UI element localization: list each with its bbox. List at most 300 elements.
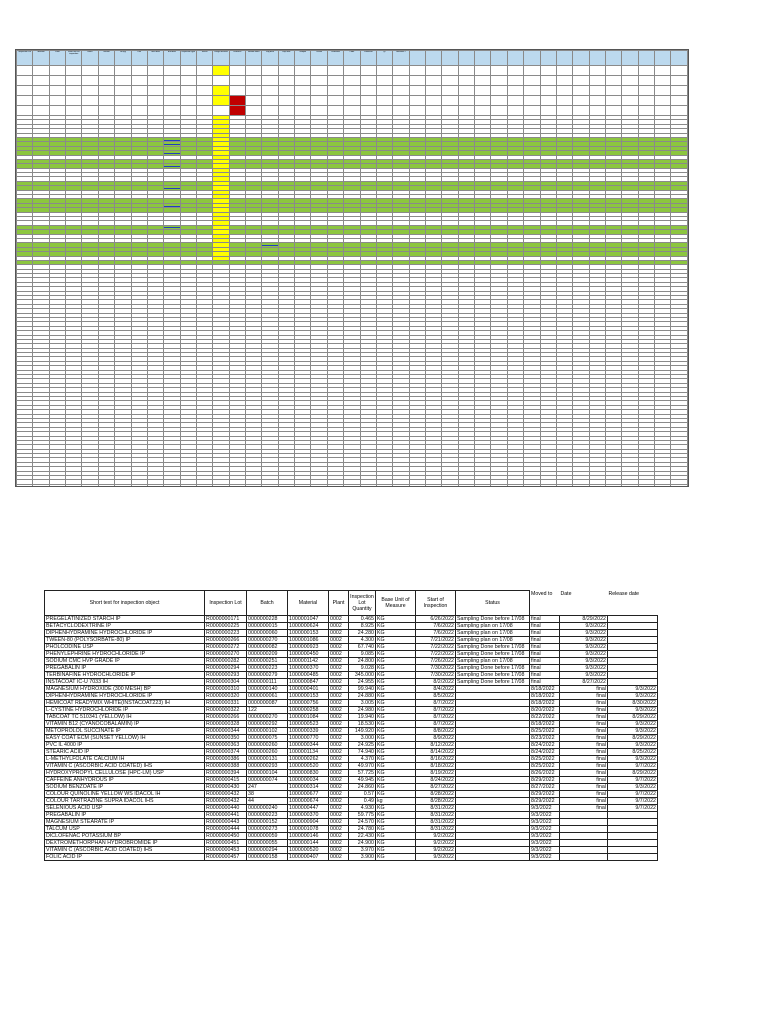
inspection-lot-cell: R0000000270 xyxy=(205,651,247,658)
overview-cell xyxy=(33,66,49,76)
overview-cell xyxy=(458,484,474,487)
overview-cell xyxy=(98,106,114,116)
overview-header-cell: Lot qty xyxy=(115,51,131,66)
col-material: Material xyxy=(288,591,329,616)
overview-cell xyxy=(66,76,82,86)
overview-header-cell xyxy=(671,51,688,66)
overview-cell xyxy=(311,106,327,116)
unit-cell: KG xyxy=(376,665,416,672)
overview-cell xyxy=(638,106,654,116)
overview-cell xyxy=(115,86,131,96)
overview-cell xyxy=(278,66,294,76)
start-date-cell: 7/6/2022 xyxy=(416,630,456,637)
overview-cell xyxy=(327,76,343,86)
overview-cell xyxy=(98,86,114,96)
overview-cell xyxy=(458,86,474,96)
overview-cell xyxy=(295,86,311,96)
overview-cell xyxy=(147,66,163,76)
plant-cell: 0002 xyxy=(329,644,349,651)
overview-cell xyxy=(360,76,376,86)
col-date: Date xyxy=(560,590,572,597)
overview-cell xyxy=(458,76,474,86)
material-cell: 1000000923 xyxy=(288,644,329,651)
overview-cell xyxy=(491,96,507,106)
overview-cell xyxy=(425,96,441,106)
overview-cell xyxy=(33,106,49,116)
overview-cell xyxy=(33,484,49,487)
unit-cell: KG xyxy=(376,651,416,658)
inspection-lot-table xyxy=(44,590,717,861)
overview-cell xyxy=(556,86,572,96)
overview-cell xyxy=(147,484,163,487)
col-release-date: Release date xyxy=(608,590,640,597)
overview-cell xyxy=(344,96,360,106)
overview-cell xyxy=(115,484,131,487)
overview-cell xyxy=(524,96,540,106)
overview-cell xyxy=(246,76,262,86)
overview-cell xyxy=(311,76,327,86)
overview-cell xyxy=(622,66,638,76)
release-date-cell xyxy=(608,637,658,644)
overview-cell xyxy=(49,66,65,76)
overview-cell xyxy=(638,86,654,96)
overview-header-cell: Status xyxy=(196,51,212,66)
overview-cell xyxy=(622,96,638,106)
overview-header-cell: Plant xyxy=(49,51,65,66)
overview-cell xyxy=(196,96,212,106)
overview-cell xyxy=(540,76,556,86)
overview-cell xyxy=(213,484,229,487)
plant-cell: 0002 xyxy=(329,637,349,644)
overview-cell xyxy=(376,86,392,96)
batch-cell: 0000000270 xyxy=(247,637,288,644)
overview-cell xyxy=(131,76,147,86)
unit-cell: KG xyxy=(376,637,416,644)
overview-cell xyxy=(491,106,507,116)
date-cell: 9/3/2022 xyxy=(560,651,608,658)
overview-header-cell xyxy=(425,51,441,66)
overview-header-cell: Result xyxy=(311,51,327,66)
overview-cell xyxy=(164,106,180,116)
overview-cell xyxy=(229,66,245,76)
overview-cell xyxy=(131,66,147,76)
overview-cell xyxy=(491,484,507,487)
start-date-cell: 7/6/2022 xyxy=(416,623,456,630)
overview-cell xyxy=(147,76,163,86)
overview-cell xyxy=(327,96,343,106)
spacer-cell xyxy=(658,637,718,644)
overview-cell xyxy=(33,96,49,106)
overview-cell xyxy=(475,106,491,116)
overview-cell xyxy=(49,86,65,96)
moved-to-cell: final xyxy=(530,658,560,665)
status-cell: Sampling Done before 17/08 xyxy=(456,644,530,651)
overview-cell xyxy=(409,86,425,96)
table-row xyxy=(45,616,718,623)
batch-cell: 0000000060 xyxy=(247,630,288,637)
overview-cell xyxy=(147,86,163,96)
overview-cell xyxy=(393,484,409,487)
overview-cell xyxy=(131,96,147,106)
overview-cell xyxy=(409,66,425,76)
overview-cell xyxy=(655,96,671,106)
overview-cell xyxy=(507,106,523,116)
overview-cell xyxy=(376,66,392,76)
overview-cell xyxy=(327,106,343,116)
overview-cell xyxy=(360,96,376,106)
overview-cell xyxy=(524,66,540,76)
overview-cell xyxy=(409,76,425,86)
moved-to-cell: final xyxy=(530,616,560,623)
overview-cell xyxy=(213,86,229,96)
moved-to-cell: final xyxy=(530,665,560,672)
table-row xyxy=(45,651,718,658)
quantity-cell: 9.085 xyxy=(349,651,376,658)
overview-cell xyxy=(589,106,605,116)
overview-cell xyxy=(131,106,147,116)
col-short-text: Short text for inspection object xyxy=(45,591,205,616)
overview-cell xyxy=(524,76,540,86)
short-text-cell: DIPHENHYDRAMINE HYDROCHLORIDE IP xyxy=(45,630,205,637)
overview-header-cell: Sample xyxy=(295,51,311,66)
short-text-cell: PHOLCODINE USP xyxy=(45,644,205,651)
overview-header-cell: Exp date xyxy=(278,51,294,66)
short-text-cell: BETACYCLODEXTRINE IP xyxy=(45,623,205,630)
quantity-cell: 24.800 xyxy=(349,658,376,665)
overview-cell xyxy=(573,76,589,86)
quantity-cell: 0.465 xyxy=(349,616,376,623)
spacer-cell xyxy=(658,616,718,623)
overview-cell xyxy=(573,106,589,116)
overview-cell xyxy=(164,66,180,76)
release-date-cell xyxy=(608,630,658,637)
overview-cell xyxy=(605,484,621,487)
table-row xyxy=(45,644,718,651)
overview-header-cell xyxy=(638,51,654,66)
overview-header-row xyxy=(17,51,688,66)
overview-header-cell xyxy=(589,51,605,66)
overview-cell xyxy=(82,106,98,116)
unit-cell: KG xyxy=(376,658,416,665)
overview-cell xyxy=(409,484,425,487)
overview-header-cell xyxy=(442,51,458,66)
date-cell: 9/3/2022 xyxy=(560,658,608,665)
overview-cell xyxy=(524,106,540,116)
overview-cell xyxy=(638,66,654,76)
overview-row xyxy=(17,96,688,106)
overview-cell xyxy=(622,86,638,96)
overview-cell xyxy=(229,86,245,96)
overview-header-cell: Unit xyxy=(131,51,147,66)
moved-to-cell: final xyxy=(530,644,560,651)
overview-cell xyxy=(311,66,327,76)
overview-cell xyxy=(605,106,621,116)
overview-header-cell: End date xyxy=(164,51,180,66)
material-cell: 1000000370 xyxy=(288,665,329,672)
overview-cell xyxy=(278,484,294,487)
batch-cell: 0000000082 xyxy=(247,644,288,651)
plant-cell: 0002 xyxy=(329,658,349,665)
material-cell: 1000000624 xyxy=(288,623,329,630)
overview-header-cell: Mfg date xyxy=(262,51,278,66)
overview-cell xyxy=(573,96,589,106)
table-row xyxy=(45,658,718,665)
overview-cell xyxy=(655,66,671,76)
overview-cell xyxy=(262,86,278,96)
overview-cell xyxy=(605,96,621,106)
moved-to-cell: final xyxy=(530,637,560,644)
material-cell: 1000001142 xyxy=(288,658,329,665)
overview-cell xyxy=(393,96,409,106)
overview-cell xyxy=(655,484,671,487)
overview-cell xyxy=(491,86,507,96)
overview-cell xyxy=(344,484,360,487)
overview-cell xyxy=(229,484,245,487)
status-cell: Sampling Done before 17/08 xyxy=(456,616,530,623)
overview-cell xyxy=(278,106,294,116)
material-cell: 1000001047 xyxy=(288,616,329,623)
status-cell: Sampling plan on 17/08 xyxy=(456,637,530,644)
quantity-cell: 24.280 xyxy=(349,630,376,637)
inspection-lot-cell: R0000000266 xyxy=(205,637,247,644)
overview-header-cell: Inspection Lot xyxy=(17,51,33,66)
overview-cell xyxy=(671,96,688,106)
overview-cell xyxy=(98,76,114,86)
overview-cell xyxy=(295,106,311,116)
quantity-cell: 8.925 xyxy=(349,623,376,630)
overview-cell xyxy=(327,86,343,96)
overview-cell xyxy=(164,96,180,106)
overview-cell xyxy=(556,106,572,116)
overview-cell xyxy=(442,66,458,76)
overview-cell xyxy=(278,76,294,86)
overview-cell xyxy=(589,86,605,96)
overview-cell xyxy=(180,96,196,106)
overview-cell xyxy=(17,96,33,106)
release-date-cell xyxy=(608,623,658,630)
inspection-lot-cell: R0000000223 xyxy=(205,630,247,637)
overview-header-cell xyxy=(475,51,491,66)
date-cell: 9/3/2022 xyxy=(560,644,608,651)
batch-cell: 0000000015 xyxy=(247,623,288,630)
overview-cell xyxy=(425,76,441,86)
overview-cell xyxy=(213,76,229,86)
overview-cell xyxy=(589,484,605,487)
col-moved-to: Moved to xyxy=(531,590,553,597)
overview-cell xyxy=(442,86,458,96)
overview-cell xyxy=(49,106,65,116)
overview-cell xyxy=(33,76,49,86)
inspection-lot-cell: R0000000272 xyxy=(205,644,247,651)
overview-cell xyxy=(458,66,474,76)
overview-cell xyxy=(229,96,245,106)
overview-cell xyxy=(589,76,605,86)
col-start: Start of Inspection xyxy=(416,591,456,616)
overview-cell xyxy=(295,484,311,487)
overview-cell xyxy=(491,66,507,76)
overview-cell xyxy=(213,106,229,116)
overview-cell xyxy=(425,66,441,76)
overview-cell xyxy=(17,106,33,116)
overview-header-cell: Code xyxy=(344,51,360,66)
inspection-header-row xyxy=(45,591,718,616)
overview-cell xyxy=(82,76,98,86)
col-inspection-lot: Inspection Lot xyxy=(205,591,247,616)
overview-cell xyxy=(180,86,196,96)
overview-cell xyxy=(147,106,163,116)
overview-cell xyxy=(409,106,425,116)
overview-cell xyxy=(638,96,654,106)
overview-cell xyxy=(393,106,409,116)
material-cell: 1000001086 xyxy=(288,637,329,644)
overview-cell xyxy=(115,96,131,106)
short-text-cell: PHENYLEPHRINE HYDROCHLORIDE IP xyxy=(45,651,205,658)
overview-cell xyxy=(425,86,441,96)
short-text-cell: PREGELATINIZED STARCH IP xyxy=(45,616,205,623)
overview-cell xyxy=(442,76,458,86)
overview-cell xyxy=(164,86,180,96)
col-plant: Plant xyxy=(329,591,349,616)
overview-cell xyxy=(556,484,572,487)
overview-cell xyxy=(622,76,638,86)
plant-cell: 0002 xyxy=(329,665,349,672)
quantity-cell: 4.300 xyxy=(349,637,376,644)
overview-cell xyxy=(360,66,376,76)
overview-cell xyxy=(442,484,458,487)
overview-header-cell xyxy=(605,51,621,66)
overview-cell xyxy=(82,86,98,96)
spacer-cell xyxy=(658,658,718,665)
overview-header-cell xyxy=(622,51,638,66)
start-date-cell: 7/26/2022 xyxy=(416,658,456,665)
overview-cell xyxy=(376,96,392,106)
batch-cell: 0000000228 xyxy=(247,616,288,623)
overview-cell xyxy=(475,66,491,76)
overview-header-cell xyxy=(540,51,556,66)
quantity-cell: 67.740 xyxy=(349,644,376,651)
overview-cell xyxy=(196,106,212,116)
overview-row xyxy=(17,76,688,86)
overview-cell xyxy=(507,86,523,96)
overview-cell xyxy=(507,484,523,487)
date-cell: 9/3/2022 xyxy=(560,630,608,637)
overview-cell xyxy=(295,66,311,76)
plant-cell: 0002 xyxy=(329,651,349,658)
overview-cell xyxy=(66,106,82,116)
overview-header-cell: Usage decision xyxy=(213,51,229,66)
overview-cell xyxy=(376,76,392,86)
overview-cell xyxy=(475,484,491,487)
overview-cell xyxy=(229,76,245,86)
overview-cell xyxy=(246,66,262,76)
batch-cell: 0000000209 xyxy=(247,651,288,658)
table-row xyxy=(45,637,718,644)
overview-cell xyxy=(556,96,572,106)
overview-cell xyxy=(573,66,589,76)
short-text-cell: PREGABALIN IP xyxy=(45,665,205,672)
overview-row xyxy=(17,86,688,96)
date-cell: 9/3/2022 xyxy=(560,637,608,644)
overview-cell xyxy=(393,66,409,76)
release-date-cell xyxy=(608,665,658,672)
date-cell: 9/3/2022 xyxy=(560,623,608,630)
status-cell: Sampling Done before 17/08 xyxy=(456,665,530,672)
overview-cell xyxy=(196,66,212,76)
overview-cell xyxy=(376,484,392,487)
overview-cell xyxy=(17,86,33,96)
plant-cell: 0002 xyxy=(329,630,349,637)
overview-cell xyxy=(393,86,409,96)
overview-header-cell: Remarks 2 xyxy=(393,51,409,66)
overview-cell xyxy=(425,484,441,487)
overview-cell xyxy=(180,66,196,76)
start-date-cell: 6/26/2022 xyxy=(416,616,456,623)
overview-cell xyxy=(622,106,638,116)
overview-cell xyxy=(295,76,311,86)
overview-cell xyxy=(262,96,278,106)
overview-cell xyxy=(98,96,114,106)
overview-cell xyxy=(671,86,688,96)
overview-cell xyxy=(82,484,98,487)
unit-cell: KG xyxy=(376,630,416,637)
spacer-cell xyxy=(658,630,718,637)
overview-cell xyxy=(49,76,65,86)
inspection-lot-cell: R0000000282 xyxy=(205,658,247,665)
overview-cell xyxy=(556,76,572,86)
overview-cell xyxy=(622,484,638,487)
table-row xyxy=(45,623,718,630)
overview-cell xyxy=(524,86,540,96)
overview-cell xyxy=(262,76,278,86)
overview-header-cell xyxy=(556,51,572,66)
date-cell: 8/29/2022 xyxy=(560,616,608,623)
overview-cell xyxy=(671,484,688,487)
unit-cell: KG xyxy=(376,644,416,651)
overview-cell xyxy=(540,96,556,106)
overview-header-cell: Start date xyxy=(147,51,163,66)
start-date-cell: 7/22/2022 xyxy=(416,644,456,651)
moved-to-cell: final xyxy=(530,651,560,658)
inspection-lot-cell: R0000000225 xyxy=(205,623,247,630)
overview-cell xyxy=(491,76,507,86)
overview-cell xyxy=(655,86,671,96)
overview-cell xyxy=(475,76,491,86)
overview-cell xyxy=(278,96,294,106)
overview-cell xyxy=(458,106,474,116)
plant-cell: 0002 xyxy=(329,623,349,630)
material-cell: 1000000450 xyxy=(288,651,329,658)
overview-cell xyxy=(246,484,262,487)
overview-cell xyxy=(507,96,523,106)
overview-cell xyxy=(344,106,360,116)
overview-header-cell xyxy=(524,51,540,66)
overview-cell xyxy=(589,96,605,106)
overview-header-cell: Vendor xyxy=(98,51,114,66)
overview-cell xyxy=(540,484,556,487)
short-text-cell: SODIUM CMC HVP GRADE IP xyxy=(45,658,205,665)
overview-cell xyxy=(605,66,621,76)
overview-row xyxy=(17,106,688,116)
overview-cell xyxy=(409,96,425,106)
overview-cell xyxy=(524,484,540,487)
overview-header-cell: Material xyxy=(33,51,49,66)
overview-cell xyxy=(213,66,229,76)
overview-cell xyxy=(147,96,163,106)
overview-cell xyxy=(311,86,327,96)
table-row xyxy=(45,665,718,672)
overview-header-cell: Vendor batch xyxy=(246,51,262,66)
overview-cell xyxy=(425,106,441,116)
